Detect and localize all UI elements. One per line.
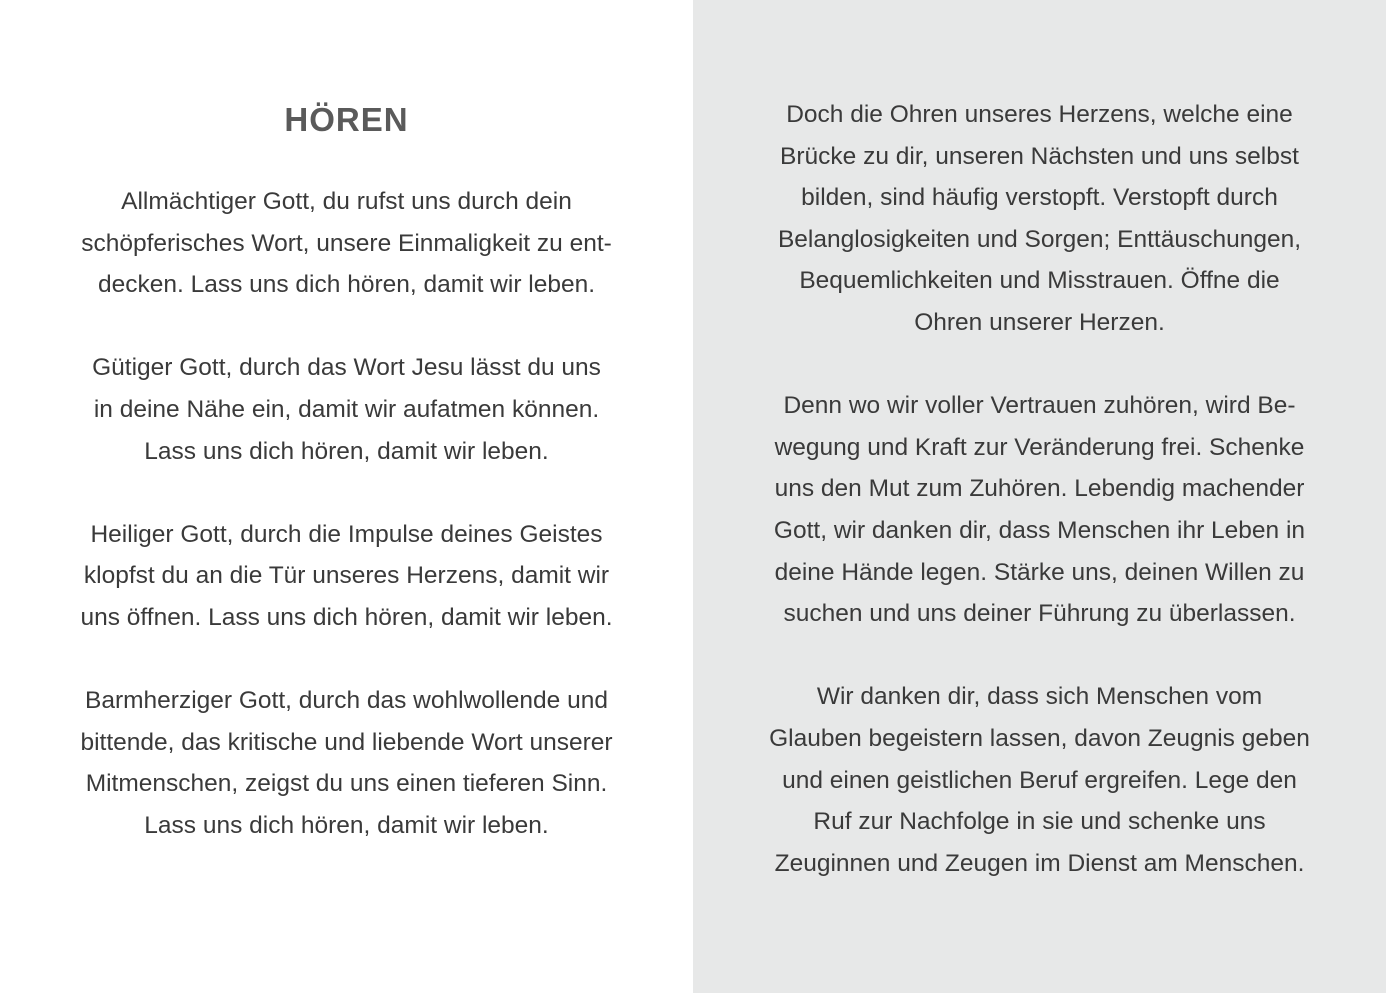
text-line: wegung und Kraft zur Veränderung frei. Schenke <box>774 433 1305 461</box>
right-stanza-3 <box>733 676 1346 884</box>
left-stanza-4 <box>40 680 653 846</box>
text-line: uns den Mut zum Zuhören. Lebendig machender <box>774 475 1305 503</box>
text-line: Belanglosigkeiten und Sorgen; Enttäuschungen, <box>777 225 1302 253</box>
text-line: klopfst du an die Tür unseres Herzens, damit wir <box>83 562 610 590</box>
text-line: Doch die Ohren unseres Herzens, welche eine <box>786 101 1293 128</box>
text-line: schöpferisches Wort, unsere Einmaligkeit zu ent- <box>81 229 612 257</box>
text-line: Glauben begeistern lassen, davon Zeugnis geben <box>769 724 1310 752</box>
text-line: suchen und uns deiner Führung zu überlassen. <box>783 600 1296 628</box>
text-line: decken. Lass uns dich hören, damit wir leben. <box>97 271 596 299</box>
right-page <box>693 0 1386 993</box>
text-line: Allmächtiger Gott, du rufst uns durch dein <box>121 188 572 215</box>
text-line: Wir danken dir, dass sich Menschen vom <box>816 683 1263 711</box>
text-line: uns öffnen. Lass uns dich hören, damit wir leben. <box>80 603 613 631</box>
text-line: Lass uns dich hören, damit wir leben. <box>144 811 549 839</box>
text-line: Zeuginnen und Zeugen im Dienst am Menschen. <box>774 849 1305 877</box>
left-stanza-2 <box>40 347 653 472</box>
text-line: Ruf zur Nachfolge in sie und schenke uns <box>813 808 1266 836</box>
page-title: HÖREN <box>284 101 409 138</box>
text-line: Lass uns dich hören, damit wir leben. <box>144 437 549 465</box>
text-line: bilden, sind häufig verstopft. Verstopft durch <box>801 184 1278 212</box>
text-line: bittende, das kritische und liebende Wort unserer <box>80 728 613 756</box>
left-stanza-1 <box>40 181 653 306</box>
text-line: Denn wo wir voller Vertrauen zuhören, wird Be- <box>783 392 1296 420</box>
text-line: und einen geistlichen Beruf ergreifen. Lege den <box>782 766 1297 794</box>
right-stanza-2 <box>733 385 1346 635</box>
text-line: Bequemlichkeiten und Misstrauen. Öffne die <box>799 267 1280 295</box>
right-stanza-1 <box>733 94 1346 344</box>
right-stanza-list <box>733 94 1346 926</box>
text-line: Gütiger Gott, durch das Wort Jesu lässt du uns <box>92 354 601 382</box>
text-line: Mitmenschen, zeigst du uns einen tieferen Sinn. <box>85 770 608 798</box>
text-line: Gott, wir danken dir, dass Menschen ihr Leben in <box>773 516 1306 544</box>
text-line: Barmherziger Gott, durch das wohlwollende und <box>85 687 608 715</box>
text-line: Heiliger Gott, durch die Impulse deines Geistes <box>90 520 603 548</box>
text-line: deine Hände legen. Stärke uns, deinen Willen zu <box>774 558 1305 586</box>
left-stanza-3 <box>40 514 653 639</box>
text-line: Ohren unserer Herzen. <box>914 308 1165 336</box>
left-stanza-list <box>40 181 653 888</box>
text-line: Brücke zu dir, unseren Nächsten und uns selbst <box>780 142 1299 170</box>
text-line: in deine Nähe ein, damit wir aufatmen können. <box>93 395 600 423</box>
